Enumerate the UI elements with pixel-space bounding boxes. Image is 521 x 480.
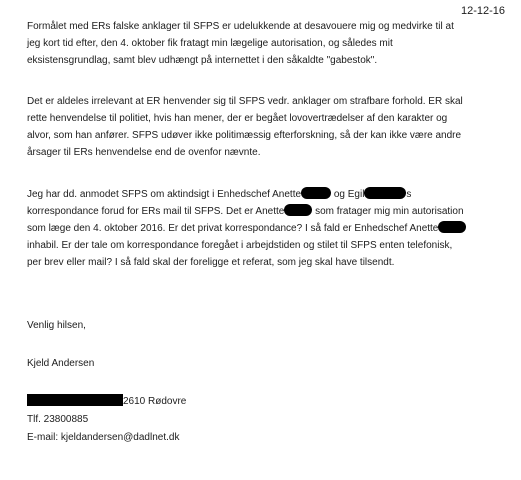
redaction-mark bbox=[27, 394, 123, 406]
paragraph-2-line: rette henvendelse til politiet, hvis han mener, der er begået lovovertrædelser af den karakter og bbox=[27, 113, 448, 124]
signature-phone: Tlf. 23800885 bbox=[27, 414, 89, 425]
text-segment: Jeg har dd. anmodet SFPS om aktindsigt i Enhedschef Anette bbox=[27, 189, 302, 200]
redaction-mark bbox=[284, 204, 312, 216]
signature-email: E-mail: kjeldandersen@dadlnet.dk bbox=[27, 432, 180, 443]
text-segment: som fratager mig min autorisation bbox=[315, 206, 464, 217]
paragraph-3 bbox=[27, 186, 513, 271]
closing-greeting: Venlig hilsen, bbox=[27, 320, 86, 331]
paragraph-2 bbox=[27, 93, 513, 161]
paragraph-1-line: eksistensgrundlag, samt blev udhængt på internettet i den såkaldte "gabestok". bbox=[27, 55, 378, 66]
paragraph-3-line bbox=[27, 186, 513, 203]
text-segment: korrespondance forud for ERs mail til SFPS. Det er Anette bbox=[27, 206, 285, 217]
redaction-mark bbox=[364, 187, 406, 199]
paragraph-1-line: jeg kort tid efter, den 4. oktober fik fratagt min lægelige autorisation, og således mit bbox=[27, 38, 393, 49]
paragraph-2-line: Det er aldeles irrelevant at ER henvender sig til SFPS vedr. anklager om strafbare forhold. ER skal bbox=[27, 96, 463, 107]
paragraph-3-line: inhabil. Er der tale om korrespondance foregået i arbejdstiden og stilet til SFPS enten telefonisk, bbox=[27, 240, 453, 251]
redaction-mark bbox=[301, 187, 331, 199]
paragraph-1 bbox=[27, 18, 513, 69]
signature-address bbox=[27, 394, 186, 409]
redaction-mark bbox=[438, 221, 466, 233]
paragraph-3-line bbox=[27, 203, 513, 220]
text-segment: som læge den 4. oktober 2016. Er det privat korrespondance? I så fald er Enhedschef Anette bbox=[27, 223, 439, 234]
paragraph-3-line: per brev eller mail? I så fald skal der foreligge et referat, som jeg skal have tilsendt. bbox=[27, 257, 395, 268]
address-city: 2610 Rødovre bbox=[123, 396, 187, 407]
text-segment: s bbox=[406, 189, 412, 200]
text-segment: og Egil bbox=[333, 189, 365, 200]
paragraph-2-line: årsager til ERs henvendelse end de ovenfor nævnte. bbox=[27, 147, 261, 158]
letter-date: 12-12-16 bbox=[460, 5, 505, 17]
paragraph-1-line: Formålet med ERs falske anklager til SFPS er udelukkende at desavouere mig og medvirke til at bbox=[27, 21, 454, 32]
signature-name: Kjeld Andersen bbox=[27, 358, 95, 369]
paragraph-3-line bbox=[27, 220, 513, 237]
paragraph-2-line: alvor, som han anfører. SFPS udøver ikke politimæssig efterforskning, så der kan ikke være andre bbox=[27, 130, 462, 141]
